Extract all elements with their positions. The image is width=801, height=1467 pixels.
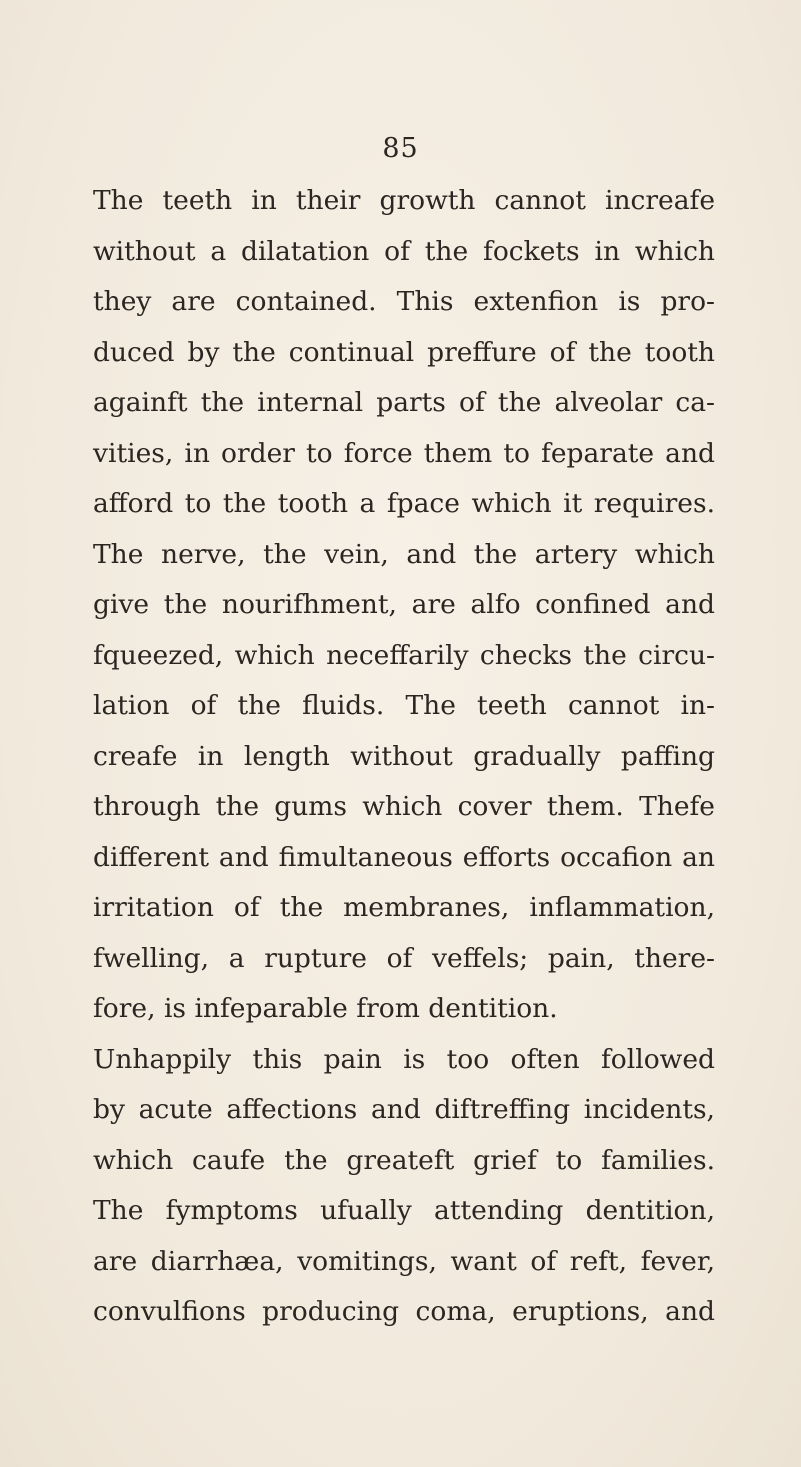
text-line: creafe in length without gradually paffing [93, 740, 715, 772]
text-line: afford to the tooth a fpace which it requires. [93, 488, 715, 519]
text-line: fqueezed, which neceffarily checks the circu- [93, 639, 715, 671]
text-line: lation of the fluids. The teeth cannot in- [93, 690, 715, 721]
page-number: 85 [382, 133, 419, 164]
text-line: The fymptoms ufually attending dentition, [93, 1195, 715, 1226]
text-line: through the gums which cover them. Thefe [93, 791, 715, 822]
text-line: different and fimultaneous efforts occafion an [93, 841, 715, 873]
text-line: fore, is infeparable from dentition. [93, 993, 558, 1024]
text-line: without a dilatation of the fockets in which [93, 235, 715, 267]
text-line: give the nourifhment, are alfo confined and [93, 589, 715, 620]
text-line: they are contained. This extenfion is pro- [93, 286, 715, 317]
text-line: which caufe the greateft grief to families. [93, 1144, 715, 1176]
text-line: Unhappily this pain is too often followed [93, 1043, 715, 1075]
text-line: The teeth in their growth cannot increafe [93, 185, 715, 216]
text-line: againft the internal parts of the alveolar ca- [93, 387, 715, 418]
text-line: are diarrhæa, vomitings, want of reft, fever, [93, 1245, 715, 1277]
text-line: vities, in order to force them to feparate and [93, 437, 715, 469]
text-line: irritation of the membranes, inflammation, [93, 892, 715, 923]
text-line: duced by the continual preffure of the tooth [93, 336, 715, 368]
text-line: convulfions producing coma, eruptions, and [93, 1296, 715, 1327]
body-text [93, 176, 715, 1338]
text-line: The nerve, the vein, and the artery which [93, 538, 715, 570]
text-line: fwelling, a rupture of veffels; pain, there- [93, 942, 715, 974]
text-line: by acute affections and diftreffing incidents, [93, 1094, 715, 1125]
